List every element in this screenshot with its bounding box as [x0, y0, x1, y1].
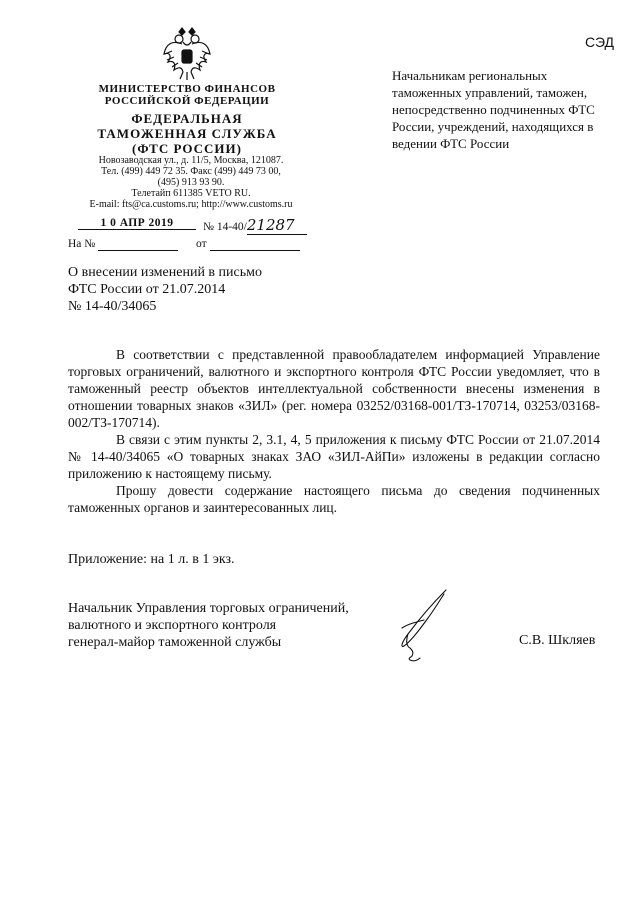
subject-line-2: ФТС России от 21.07.2014	[68, 282, 226, 297]
signatory-title-line-1: Начальник Управления торговых ограничений,	[68, 601, 349, 616]
phone: Тел. (499) 449 72 35. Факс (499) 449 73 00,	[101, 166, 281, 177]
signatory-title-line-2: валютного и экспортного контроля	[68, 618, 277, 633]
handwritten-signature	[394, 588, 454, 666]
registration-date-row	[78, 217, 196, 230]
coat-of-arms-icon	[162, 26, 212, 82]
service-line-3: (ФТС РОССИИ)	[132, 141, 242, 156]
registration-number-handwritten: 21287	[247, 216, 307, 235]
body-paragraph-3: Прошу довести содержание настоящего письма до сведения подчиненных таможенных органов и заинтересованных лиц.	[68, 483, 600, 515]
signatory-title	[68, 600, 398, 651]
subject-line-3: № 14-40/34065	[68, 299, 157, 314]
registration-number-row	[203, 216, 307, 235]
recipient-block: Начальникам региональных таможенных управлений, таможен, непосредственно подчиненных ФТС России, учреждений, находящихся в ведении ФТС России	[392, 68, 595, 151]
body-paragraph-2: В связи с этим пункты 2, 3.1, 4, 5 приложения к письму ФТС России от 21.07.2014 № 14-40/34065 «О товарных знаках ЗАО «ЗИЛ-АйПи» изложены в редакции согласно приложению к настоящему письму.	[68, 432, 600, 481]
teletype: Телетайп 611385 VETO RU.	[131, 188, 251, 199]
registration-date: 1 0 АПР 2019	[78, 217, 196, 230]
address: Новозаводская ул., д. 11/5, Москва, 121087.	[98, 155, 284, 166]
service-name	[62, 111, 312, 156]
body-paragraph-1: В соответствии с представленной правообладателем информацией Управление торговых ограничений, валютного и экспортного контроля ФТС России уведомляет, что в таможенный реестр объектов интеллектуальной собственности внесены изменения в отношении товарных знаков «ЗИЛ» (рег. номера 03252/03168-001/ТЗ-170714, 03253/03168-002/ТЗ-170714).	[68, 347, 600, 430]
subject-line-1: О внесении изменений в письмо	[68, 265, 262, 280]
registration-number-prefix: № 14-40/	[203, 221, 247, 233]
phone-2: (495) 913 93 90.	[157, 177, 225, 188]
letter-body	[68, 346, 600, 516]
corner-mark: СЭД	[585, 34, 615, 50]
ministry-line-2: РОССИЙСКОЙ ФЕДЕРАЦИИ	[104, 95, 270, 107]
reference-date-row	[196, 238, 300, 251]
ministry-name	[62, 83, 312, 107]
ministry-line-1: МИНИСТЕРСТВО ФИНАНСОВ	[98, 83, 276, 95]
contact-block	[62, 155, 320, 210]
reference-date-line	[210, 238, 300, 251]
service-line-2: ТАМОЖЕННАЯ СЛУЖБА	[97, 126, 277, 141]
signatory-title-line-3: генерал-майор таможенной службы	[68, 635, 282, 650]
annex-note: Приложение: на 1 л. в 1 экз.	[68, 552, 235, 567]
reference-number-line	[98, 238, 178, 251]
subject	[68, 264, 328, 315]
signatory-name: С.В. Шкляев	[519, 633, 596, 648]
service-line-1: ФЕДЕРАЛЬНАЯ	[131, 111, 243, 126]
reference-date-label: от	[196, 238, 207, 250]
reference-row	[68, 238, 178, 251]
reference-label: На №	[68, 238, 96, 250]
email: E-mail: fts@ca.customs.ru; http://www.customs.ru	[89, 199, 293, 210]
